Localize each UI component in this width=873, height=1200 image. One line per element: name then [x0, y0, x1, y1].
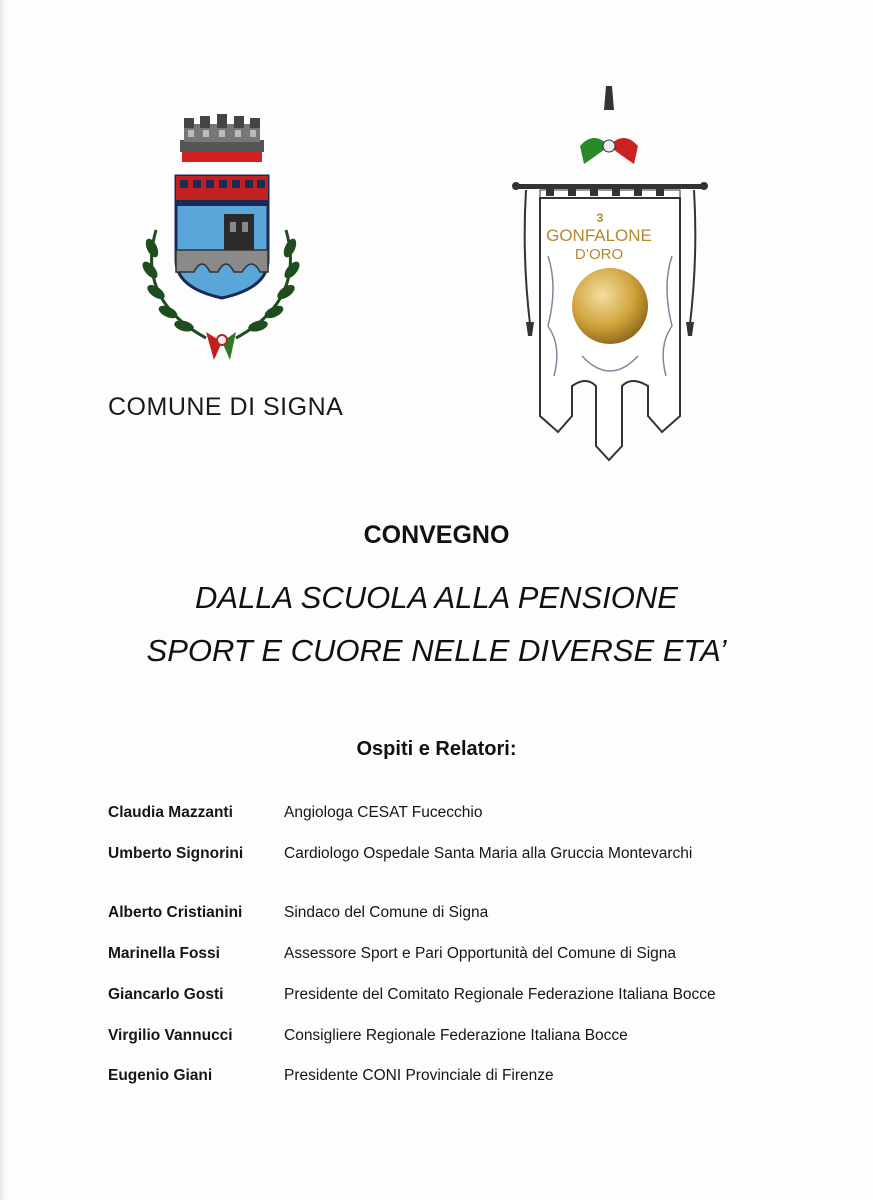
event-title-line-2: SPORT E CUORE NELLE DIVERSE ETA’: [146, 633, 727, 668]
gonfalone-banner-icon: [512, 86, 708, 468]
speaker-role: Sindaco del Comune di Signa: [284, 904, 489, 921]
speaker-role: Presidente CONI Provinciale di Firenze: [284, 1067, 554, 1084]
banner-number: 3: [596, 211, 604, 225]
event-type: CONVEGNO: [363, 521, 510, 549]
speaker-name: Marinella Fossi: [108, 945, 220, 962]
speaker-name: Eugenio Giani: [108, 1067, 213, 1084]
banner-title: GONFALONE: [546, 226, 652, 245]
speaker-role: Presidente del Comitato Regionale Federazione Italiana Bocce: [284, 986, 716, 1003]
speaker-name: Virgilio Vannucci: [108, 1027, 233, 1044]
banner-subtitle: D’ORO: [574, 246, 624, 263]
speaker-role: Assessore Sport e Pari Opportunità del Comune di Signa: [284, 945, 677, 962]
speaker-name: Claudia Mazzanti: [108, 804, 233, 821]
speaker-role: Consigliere Regionale Federazione Italiana Bocce: [284, 1027, 628, 1044]
event-title-line-1: DALLA SCUOLA ALLA PENSIONE: [195, 580, 678, 615]
speaker-role: Cardiologo Ospedale Santa Maria alla Gruccia Montevarchi: [284, 845, 693, 862]
speaker-role: Angiologa CESAT Fucecchio: [284, 804, 483, 821]
signa-coat-of-arms-icon: [126, 110, 316, 370]
speaker-name: Alberto Cristianini: [108, 904, 243, 921]
speakers-heading: Ospiti e Relatori:: [356, 738, 517, 760]
crown-icon: [180, 114, 264, 162]
speaker-name: Giancarlo Gosti: [108, 986, 224, 1003]
speaker-name: Umberto Signorini: [108, 845, 244, 862]
municipality-name: COMUNE DI SIGNA: [108, 393, 344, 421]
